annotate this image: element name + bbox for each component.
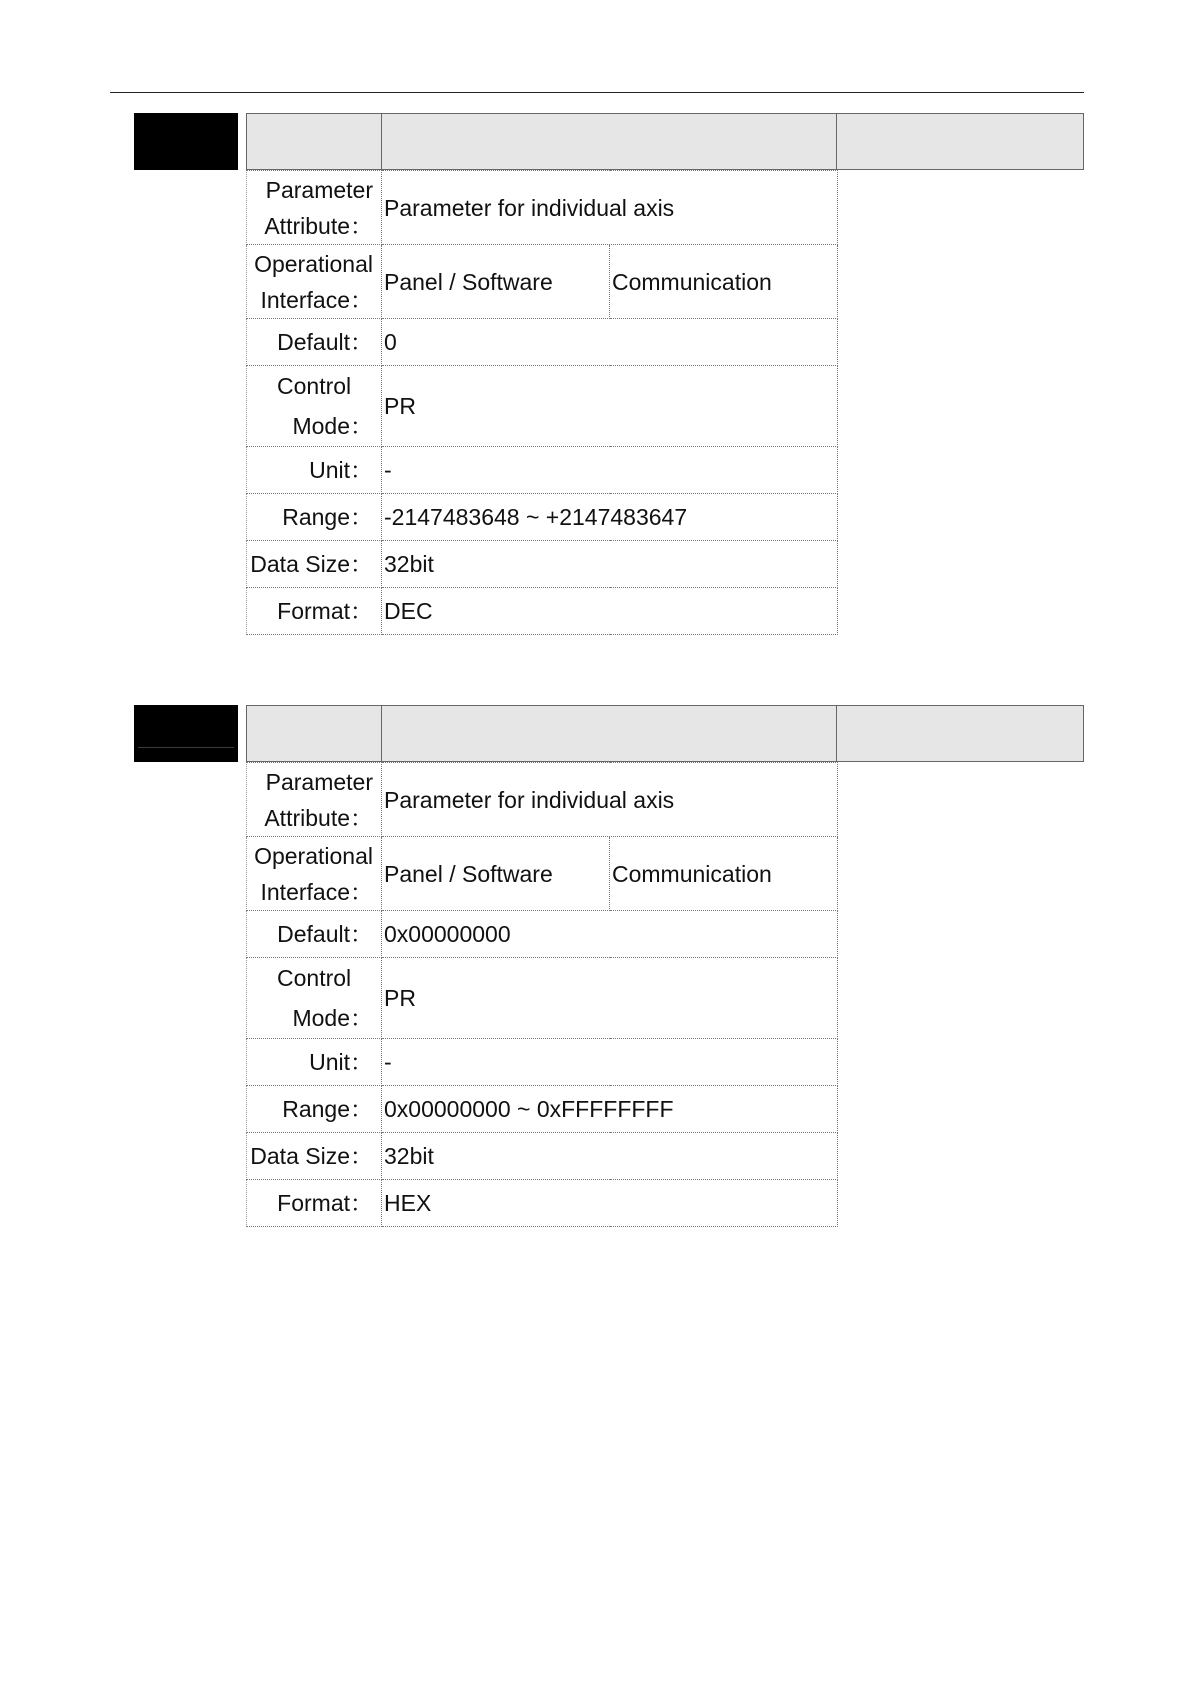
control-mode-value: PR xyxy=(382,366,838,447)
range-value: -2147483648 ~ +2147483647 xyxy=(382,494,838,541)
interface-label-line2: Interface： xyxy=(260,286,373,313)
table-row xyxy=(247,494,838,541)
table-row xyxy=(247,245,838,319)
default-value: 0 xyxy=(382,319,838,366)
data-size-value: 32bit xyxy=(382,541,838,588)
control-mode-value: PR xyxy=(382,958,838,1039)
interface-label-line2: Interface： xyxy=(260,878,373,905)
attribute-label-line1: Parameter xyxy=(265,768,373,795)
default-value: 0x00000000 xyxy=(382,911,838,958)
table-row xyxy=(247,1086,838,1133)
table-row xyxy=(247,541,838,588)
parameter-table xyxy=(246,762,838,1227)
parameter-id-tab xyxy=(134,113,238,170)
data-size-label: Data Size： xyxy=(247,541,382,588)
table-row xyxy=(247,1180,838,1227)
unit-label: Unit： xyxy=(247,1039,382,1086)
control-mode-label-line1: Control xyxy=(277,965,352,991)
parameter-header-cell xyxy=(381,113,837,170)
table-row xyxy=(247,171,838,245)
table-row xyxy=(247,1039,838,1086)
interface-label xyxy=(247,245,382,319)
parameter-header-cell xyxy=(836,113,1084,170)
control-mode-label-line2: Mode： xyxy=(292,413,373,439)
control-mode-label xyxy=(247,366,382,447)
table-row xyxy=(247,366,838,447)
interface-label xyxy=(247,837,382,911)
range-label: Range： xyxy=(247,494,382,541)
table-row xyxy=(247,958,838,1039)
parameter-header-cell xyxy=(836,705,1084,762)
attribute-label xyxy=(247,763,382,837)
parameter-header-cell xyxy=(381,705,837,762)
attribute-value: Parameter for individual axis xyxy=(382,763,838,837)
header-rule xyxy=(110,92,1084,93)
interface-label-line1: Operational xyxy=(254,842,373,869)
table-row xyxy=(247,1133,838,1180)
parameter-table xyxy=(246,170,838,635)
table-row xyxy=(247,447,838,494)
table-row xyxy=(247,319,838,366)
attribute-value: Parameter for individual axis xyxy=(382,171,838,245)
format-value: DEC xyxy=(382,588,838,635)
default-label: Default： xyxy=(247,911,382,958)
unit-value: - xyxy=(382,1039,838,1086)
table-row xyxy=(247,763,838,837)
attribute-label xyxy=(247,171,382,245)
unit-value: - xyxy=(382,447,838,494)
format-value: HEX xyxy=(382,1180,838,1227)
attribute-label-line1: Parameter xyxy=(265,176,373,203)
table-row xyxy=(247,911,838,958)
range-value: 0x00000000 ~ 0xFFFFFFFF xyxy=(382,1086,838,1133)
parameter-header-cell xyxy=(246,705,382,762)
format-label: Format： xyxy=(247,1180,382,1227)
attribute-label-line2: Attribute： xyxy=(264,804,373,831)
default-label: Default： xyxy=(247,319,382,366)
range-label: Range： xyxy=(247,1086,382,1133)
table-row xyxy=(247,588,838,635)
interface-value-panel: Panel / Software xyxy=(382,245,610,319)
format-label: Format： xyxy=(247,588,382,635)
interface-value-communication: Communication xyxy=(610,837,838,911)
data-size-label: Data Size： xyxy=(247,1133,382,1180)
parameter-header-cell xyxy=(246,113,382,170)
attribute-label-line2: Attribute： xyxy=(264,212,373,239)
parameter-id-tab xyxy=(134,705,238,762)
unit-label: Unit： xyxy=(247,447,382,494)
data-size-value: 32bit xyxy=(382,1133,838,1180)
table-row xyxy=(247,837,838,911)
control-mode-label-line1: Control xyxy=(277,373,352,399)
control-mode-label-line2: Mode： xyxy=(292,1005,373,1031)
control-mode-label xyxy=(247,958,382,1039)
interface-label-line1: Operational xyxy=(254,250,373,277)
interface-value-panel: Panel / Software xyxy=(382,837,610,911)
interface-value-communication: Communication xyxy=(610,245,838,319)
